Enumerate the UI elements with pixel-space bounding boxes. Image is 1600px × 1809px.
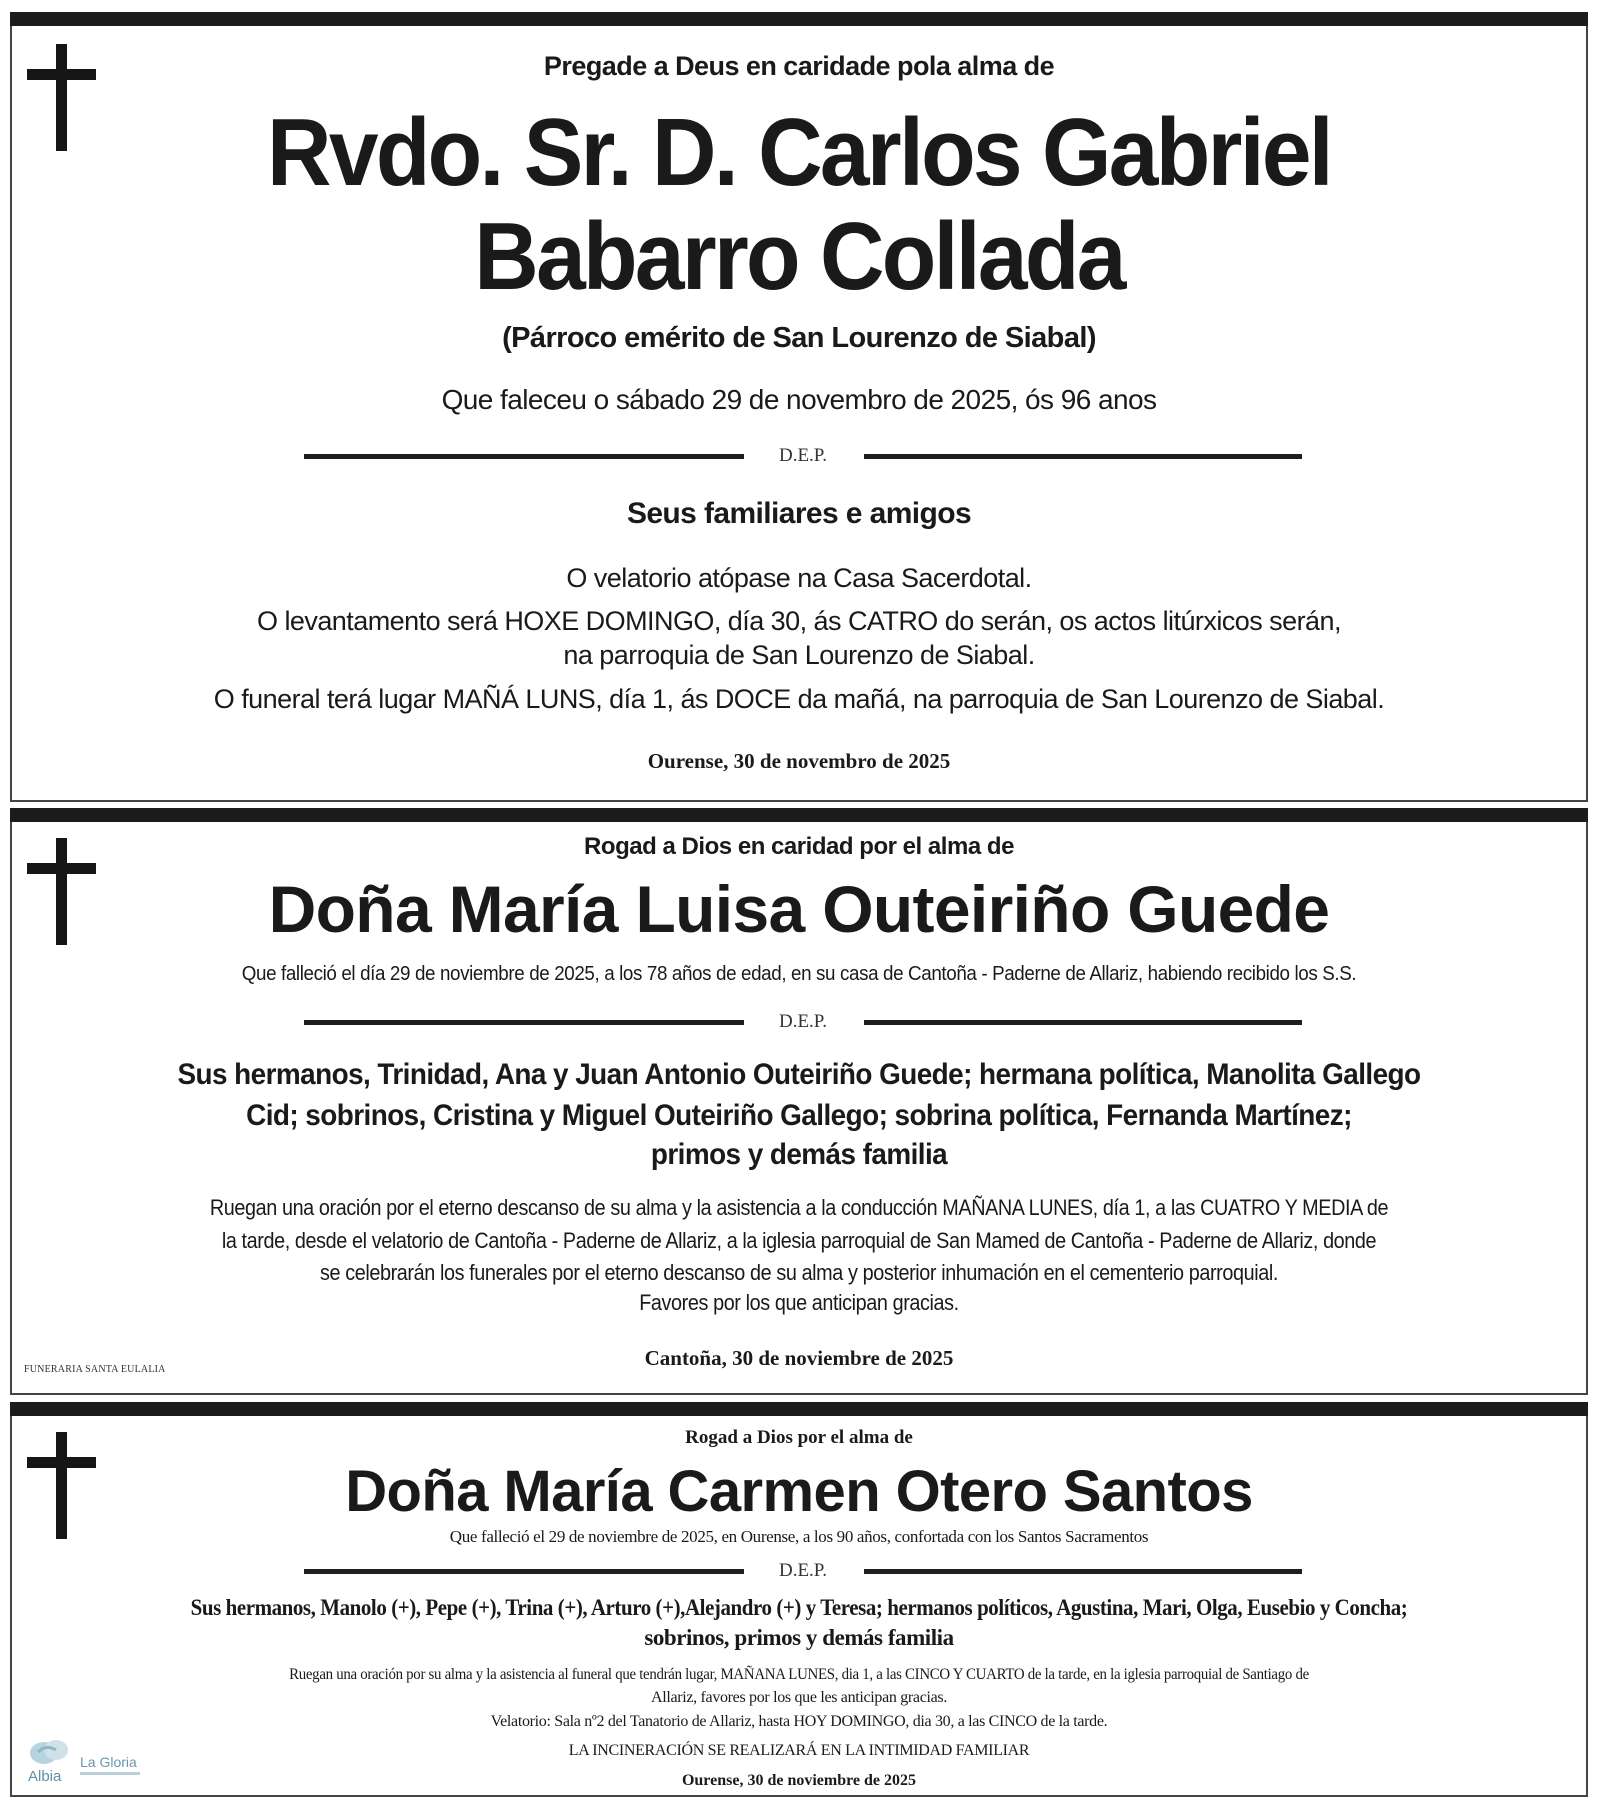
dep-label: D.E.P. xyxy=(778,445,828,466)
family-line: primos y demás familia xyxy=(650,1138,948,1171)
deceased-name-line2: Babarro Collada xyxy=(474,203,1124,310)
body-line: Favores por los que anticipan gracias. xyxy=(639,1290,959,1315)
la-gloria-tagline xyxy=(80,1772,140,1775)
body-line: LA INCINERACIÓN SE REALIZARÁ EN LA INTIMIDAD FAMILIAR xyxy=(568,1742,1030,1759)
obituary-notice-1 xyxy=(10,12,1588,802)
dep-label: D.E.P. xyxy=(778,1560,828,1581)
funeral-home-logo xyxy=(28,1738,148,1790)
obituary-notice-2 xyxy=(10,808,1588,1395)
body-line: la tarde, desde el velatorio de Cantoña - Paderne de Allariz, a la iglesia parroquial de San Mamed de Cantoña - Paderne de Allariz, donde xyxy=(221,1228,1377,1253)
notice-intro: Rogad a Dios por el alma de xyxy=(685,1427,913,1448)
mourners: Seus familiares e amigos xyxy=(626,497,972,530)
albia-brand: Albia xyxy=(28,1768,62,1785)
body-line: O funeral terá lugar MAÑÁ LUNS, día 1, ás DOCE da mañá, na parroquia de San Lourenzo de Siabal. xyxy=(213,684,1385,714)
notice-intro: Pregade a Deus en caridade pola alma de xyxy=(543,51,1055,81)
family-line: Cid; sobrinos, Cristina y Miguel Outeiriño Gallego; sobrina política, Fernanda Martínez; xyxy=(246,1099,1352,1132)
body-line: O levantamento será HOXE DOMINGO, día 30, ás CATRO do serán, os actos litúrxicos serán, xyxy=(257,606,1341,636)
dep-divider xyxy=(304,446,1302,466)
family-line: Sus hermanos, Trinidad, Ana y Juan Antonio Outeiriño Guede; hermana política, Manolita Gallego xyxy=(177,1058,1421,1091)
dep-divider xyxy=(304,1012,1302,1032)
notice-intro: Rogad a Dios en caridad por el alma de xyxy=(584,833,1014,860)
death-info: Que falleció el 29 de noviembre de 2025, en Ourense, a los 90 años, confortada con los Santos Sacramentos xyxy=(449,1527,1149,1546)
dep-label: D.E.P. xyxy=(778,1011,828,1032)
dep-divider xyxy=(304,1561,1302,1581)
notice-top-bar xyxy=(10,12,1588,26)
body-line: Velatorio: Sala nº2 del Tanatorio de Allariz, hasta HOY DOMINGO, dia 30, a las CINCO de la tarde. xyxy=(490,1713,1108,1730)
place-date: Cantoña, 30 de noviembre de 2025 xyxy=(644,1346,954,1370)
notice-top-bar xyxy=(10,1402,1588,1416)
obituary-notice-3 xyxy=(10,1402,1588,1797)
death-info: Que falleció el día 29 de noviembre de 2025, a los 78 años de edad, en su casa de Cantoña - Paderne de Allariz, habiendo recibido los S.S. xyxy=(241,963,1357,985)
body-line: O velatorio atópase na Casa Sacerdotal. xyxy=(566,563,1032,593)
la-gloria-brand: La Gloria xyxy=(80,1754,137,1770)
family-line: sobrinos, primos y demás familia xyxy=(644,1625,954,1650)
body-line: na parroquia de San Lourenzo de Siabal. xyxy=(563,640,1035,670)
place-date: Ourense, 30 de noviembre de 2025 xyxy=(681,1772,917,1789)
place-date: Ourense, 30 de novembro de 2025 xyxy=(647,749,951,773)
funeral-home-credit: FUNERARIA SANTA EULALIA xyxy=(24,1364,166,1375)
death-info: Que faleceu o sábado 29 de novembro de 2025, ós 96 anos xyxy=(441,384,1157,415)
notice-top-bar xyxy=(10,808,1588,822)
deceased-name: Doña María Carmen Otero Santos xyxy=(345,1459,1253,1524)
body-line: Allariz, favores por los que les anticipan gracias. xyxy=(650,1689,947,1706)
body-line: se celebrarán los funerales por el eterno descanso de su alma y posterior inhumación en el cementerio parroquial. xyxy=(320,1260,1278,1285)
deceased-name-line1: Rvdo. Sr. D. Carlos Gabriel xyxy=(267,99,1331,206)
body-line: Ruegan una oración por el eterno descanso de su alma y la asistencia a la conducción MAÑANA LUNES, día 1, a las CUATRO Y MEDIA de xyxy=(209,1195,1389,1220)
deceased-name: Doña María Luisa Outeiriño Guede xyxy=(268,872,1330,946)
body-line: Ruegan una oración por su alma y la asistencia al funeral que tendrán lugar, MAÑANA LUNES, dia 1, a las CINCO Y CUARTO de la tarde, en la iglesia parroquial de Santiago de xyxy=(289,1666,1309,1683)
deceased-role: (Párroco emérito de San Lourenzo de Siabal) xyxy=(502,322,1096,354)
family-line: Sus hermanos, Manolo (+), Pepe (+), Trina (+), Arturo (+),Alejandro (+) y Teresa; hermanos políticos, Agustina, Mari, Olga, Eusebio y Concha; xyxy=(190,1595,1408,1620)
albia-drop-icon xyxy=(28,1738,70,1766)
